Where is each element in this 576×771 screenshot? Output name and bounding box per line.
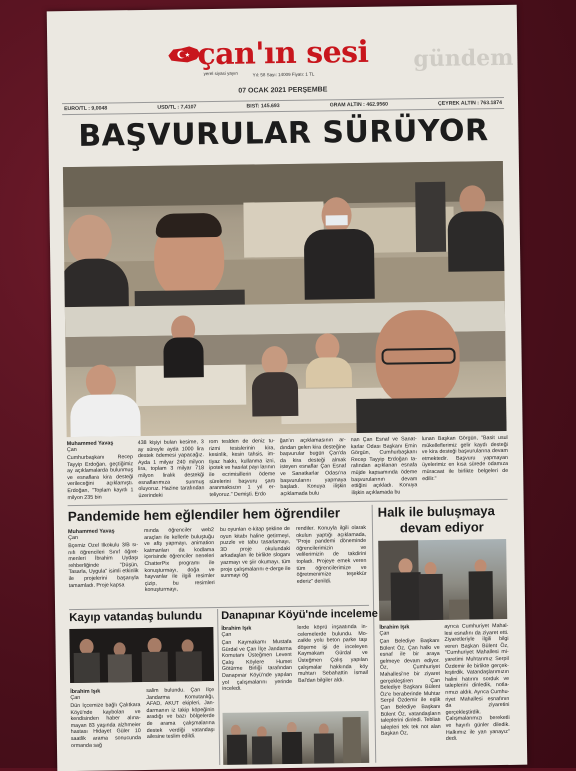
ticker-euro: EURO/TL : 9,0048 bbox=[64, 105, 108, 113]
story3-photo bbox=[378, 539, 507, 621]
main-story-column-5: nan Çan Esnaf ve Sanatkarlar Odası Başkanı Emin Görgün, Cumhurbaşkanı Recep Tayyip Erdoğan tarafından açıklanan esnafa müjde kapsamında ödeme başvurularının devam ettiğini açıkladı. Konuya ilişkin açıklamada bu bbox=[350, 436, 418, 496]
story4-photo bbox=[69, 627, 214, 683]
story4-title: Kayıp vatandaş bulundu bbox=[69, 610, 203, 625]
story4-column-2: salim bulundu. Çan İlçe Jandarma Komutanlığı, AFAD, AKUT ekipleri, Jandarmanın iz takip köpeğinin aradığı ve bazı bölgelerde de arama çalışmalarına destek verdiği vatandaşı ailesine teslim edildi. bbox=[146, 687, 215, 741]
main-story-column-3: rom teslden de deniz turizmi tesislerinin kira, kesinlik, kesin tahsis, imtiyaz hakkı, kullanma izni, ipotek ve hasılat payı larının ile ecrimisillerin ödeme sürelerini başvuru şartı aranmaksızın 1 yıl erteliyoruz." Demişti. Erdo bbox=[208, 438, 276, 498]
story3-city: Çan bbox=[379, 630, 390, 637]
main-story-column-2: 438 kişiyi bulan kesime, 3 ay süreyle ayda 1000 lira destek ödemesi yapacağız. Ayda 1 milyar 240 milyon lira, toplam 3 milyar 718 milyon liralık destekği esnaflarımıza sunmuş oluyoruz. Hazine tarafından üzerindeki bbox=[137, 439, 205, 499]
ticker-quarter-gold: ÇEYREK ALTIN : 763.1874 bbox=[438, 99, 503, 107]
story2-column-4: rendiler. Konuyla ilgili olarak okulun yaptığı açıklamada, "Proje pandemi döneminde öğrencilerimizin ve velilerimizin de takdirini topladı. Projeye emek veren tüm öğrencilerimize ve öğretmenimize teşekkür ederiz" denildi. bbox=[295, 524, 367, 585]
issue-info: Yıl: 58 Sayı: 14009 Fiyatı: 1 TL bbox=[252, 71, 315, 78]
logo-text: çan'ın sesi bbox=[197, 34, 369, 73]
story4-author: İbrahim Işık bbox=[70, 688, 101, 696]
main-story-column-4: ğan'ın açıklamasının ardından gelen kira desteğine başvurular bugün Çan'da da kira desteği almak isteyen esnaflar Çan Esnaf ve Sanatkarlar Odası'na başvurularını yapmaya başladı. Konuya ilişkin açıklamada bulu bbox=[279, 437, 347, 497]
story4-city: Çan bbox=[70, 694, 81, 702]
story3-author: İbrahim Işık bbox=[379, 624, 410, 631]
story2-city: Çan bbox=[68, 534, 79, 542]
story2-author: Muhammed Yavaş bbox=[67, 528, 115, 536]
story5-title: Danapınar Köyü'nde inceleme bbox=[221, 607, 378, 622]
main-headline: BAŞVURULAR SÜRÜYOR bbox=[78, 113, 489, 154]
logo-slogan: yerel siyasi yayın bbox=[203, 70, 238, 77]
column-divider-2 bbox=[217, 609, 220, 765]
story3-title-line2: devam ediyor bbox=[399, 519, 484, 536]
newspaper-page bbox=[47, 5, 528, 771]
ticker-gram-gold: GRAM ALTIN : 462.9560 bbox=[329, 101, 389, 109]
main-story-city: Çan bbox=[66, 446, 77, 454]
story5-photo bbox=[223, 711, 370, 765]
ticker-usd: USD/TL : 7,4107 bbox=[157, 104, 197, 111]
story5-column-2: lerde köprü inşaatında incelemelerde bulundu. Mozaikle yolu beton parke taşı döşeme işi de inceleyen Kaymakam Gürdal ve Üsteğmen Çalış yapılan çalışmalar hakkında köy muhtarı Sebahattin İsmail Bal'dan bilgiler aldı. bbox=[297, 623, 369, 684]
story2-column-1: Bçemiz Özel İlkokulu 3/B sınıfı öğrencileri Sınıf öğretmenleri İbrahim Uydaşı rehberliğinde "Düşün, Tasarla, Uygula" isimli etkinlik ile projelerini başarıyla tamamladı. Proje kapsa bbox=[68, 542, 139, 589]
issue-date: 07 OCAK 2021 PERŞEMBE bbox=[238, 86, 328, 95]
story2-column-3: bu oyunları e-kitap şekline de oyun kitabı haline getirmeyi, puzzle ve tabu tasarlamayı, 3D proje okulundaki arkadaşları ile birlikte sloganı yazmayı ve şiir okumayı, tüm proje çalışmalarını e-derge ile sunmayı öğ bbox=[219, 525, 291, 580]
story4-column-1: Dün İçcemize bağlı Çalıtkara Köyü'nde kaybolan ve kendisinden haber alınamayan 83 yaşında alzhmeier hastası Hidayet Güler 10 saatlik arama sonucunda ormanda sağ bbox=[70, 702, 141, 749]
story4-byline bbox=[70, 689, 100, 701]
main-story-column-1: Cumhurbaşkanı Recep Tayyip Erdoğan, geçtiğimiz ay açıklamalarda bulunmuş ve esnaflara kira desteği verileceğini açıklamıştı. Erdoğan, "Toplam kayıtlı 1 milyon 235 bin bbox=[66, 454, 134, 501]
story3-column-1: Çan Belediye Başkanı Bülent Öz, Çan halkı ve esnaf ile bir araya gelmeye devam ediyor. Öz, Çumhuriyet Mahallesi'ne bir ziyaret gerçekleştiren Çan Belediye Başkanı Bülent Öz'e beraberinde Muhtar Serpil Özdemir ile eşlik Çan Belediye Başkanı Bülent Öz, vatandaşların taleplerini dinledi. Tebliatı talepleri tek tek not alan Başkan Öz, bbox=[379, 637, 441, 738]
story2-column-2: mında öğrenciler web2 araçları ile kellerle buluştuğu ve afiş yapmayı, animation katmanları da kodlama içerisinde öğrenciler neneleri ChatterPix programı ile konuşturmayı, doğa ve hayvanlar ile ilgili resimler çizip, bu resimleri konuşturmayı, bbox=[143, 527, 215, 594]
main-photo-top bbox=[63, 161, 505, 307]
story3-title-line1: Halk ile buluşmaya bbox=[377, 503, 495, 520]
story2-title: Pandemide hem eğlendiler hem öğrendiler bbox=[67, 505, 341, 525]
main-story-column-6: lunan Başkan Görgün, "Basit usul mükelleflerimiz gelir kaydı desteği ve kira desteği başvurularına devam etmektedir. Başvuru yapmayan üyelerimiz en kısa sürede odamıza müracaat ile birlikte belgeleri de edilir." bbox=[421, 434, 509, 482]
story5-column-1: Çan Kaymakamı Mustafa Gürdal ve Çan İlçe Jandarma Komutanı Üsteğmen Levent Çalış Köylere Humet Götürme Birliği tarafından Danapınar Köyü'nde yapılan yol çalışmalarını yerinde inceledi. bbox=[221, 638, 293, 693]
main-photo-bottom bbox=[65, 301, 507, 437]
story5-author: İbrahim Işık bbox=[221, 625, 252, 632]
main-story-byline bbox=[67, 440, 114, 453]
story3-column-2: ayrıca Cumhuriyet Mahallesi esnafını da ziyaret etti. Ziyaretleriyle ilgili bilgi veren Başkan Bülent Öz, "Cumhuriyet Mahallesi miyaretimi Muhtarımız Serpil Özdemir ile birlikte gerçekleştirdik. Vatandaşlarımızın halini hatırını sorduk ve taleplerini dinledik, notlarımızı aldık. Ayrıca Cumhuriyet Mahallesi esnafının da ziyaretini gerçekleştirdik. Çalışmalarımızı bereketli ve hayırlı günler diledik. Halkımız ile yan yanayız" dedi. bbox=[444, 622, 510, 742]
newspaper-logo bbox=[167, 35, 388, 86]
main-story-author: Muhammed Yavaş bbox=[66, 440, 114, 448]
story2-byline bbox=[68, 528, 115, 541]
story5-byline bbox=[221, 626, 251, 638]
ticker-bist: BIST: 145.693 bbox=[246, 103, 280, 110]
story3-byline bbox=[379, 624, 409, 636]
column-divider bbox=[372, 505, 377, 763]
story5-city: Çan bbox=[221, 631, 232, 638]
adjacent-page-title: gündem bbox=[413, 44, 514, 73]
